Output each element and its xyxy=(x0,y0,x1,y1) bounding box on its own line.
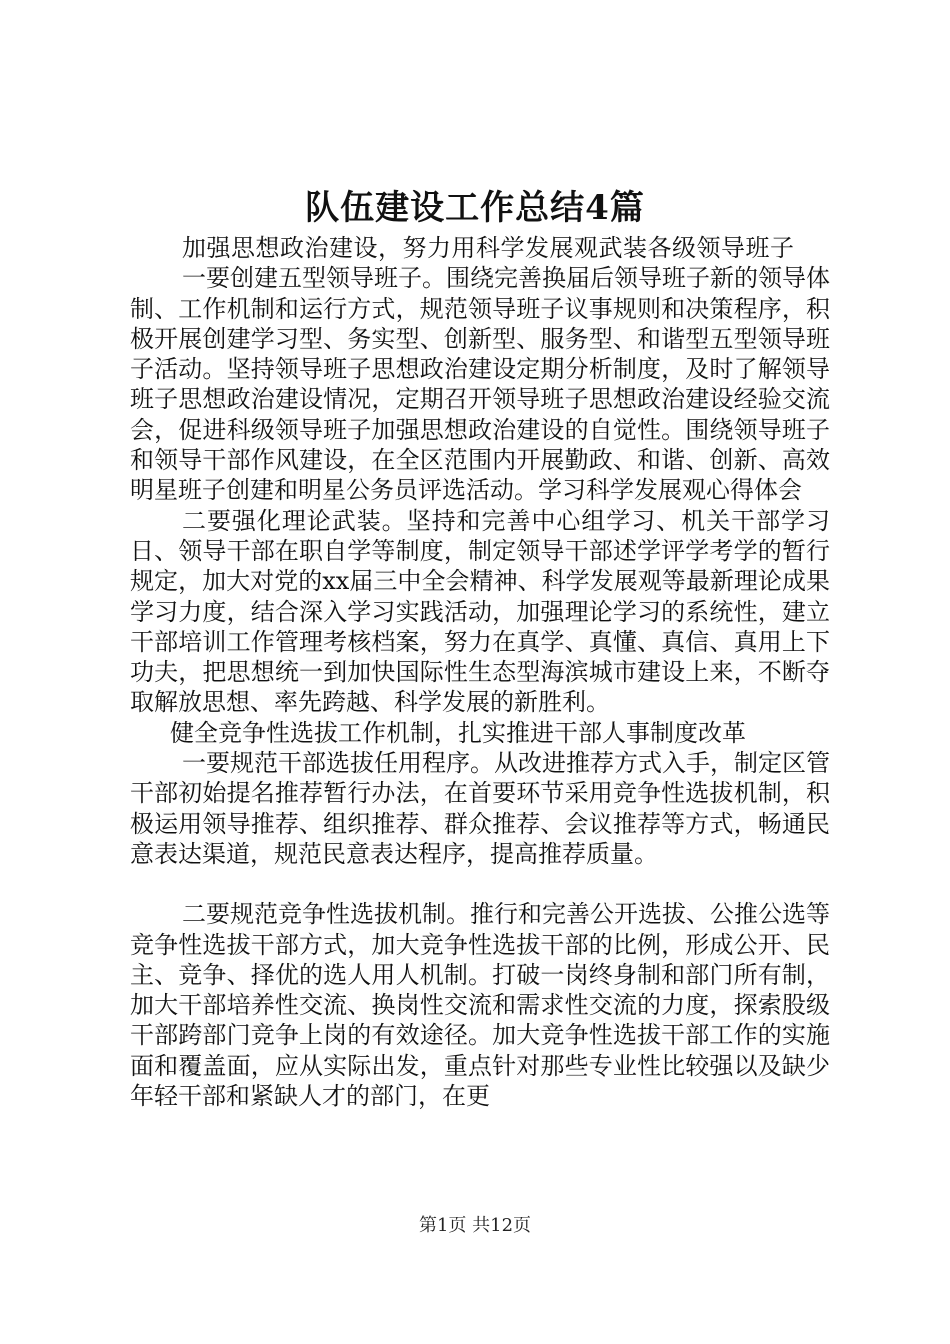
paragraph-1: 一要创建五型领导班子。围绕完善换届后领导班子新的领导体制、工作机制和运行方式，规范领导班子议事规则和决策程序，积极开展创建学习型、务实型、创新型、服务型、和谐型五型领导班子活动。坚持领导班子思想政治建设定期分析制度，及时了解领导班子思想政治建设情况，定期召开领导班子思想政治建设经验交流会，促进科级领导班子加强思想政治建设的自觉性。围绕领导班子和领导干部作风建设，在全区范围内开展勤政、和谐、创新、高效明星班子创建和明星公务员评选活动。学习科学发展观心得体会 xyxy=(130,264,830,505)
paragraph-gap xyxy=(130,869,830,899)
section-heading-2: 健全竞争性选拔工作机制，扎实推进干部人事制度改革 xyxy=(170,718,746,747)
document-body xyxy=(130,233,830,1111)
paragraph-2: 二要强化理论武装。坚持和完善中心组学习、机关干部学习日、领导干部在职自学等制度，制定领导干部述学评学考学的暂行规定，加大对党的xx届三中全会精神、科学发展观等最新理论成果学习力度，结合深入学习实践活动，加强理论学习的系统性，建立干部培训工作管理考核档案，努力在真学、真懂、真信、真用上下功夫，把思想统一到加快国际性生态型海滨城市建设上来，不断夺取解放思想、率先跨越、科学发展的新胜利。 xyxy=(130,506,830,717)
paragraph-4: 二要规范竞争性选拔机制。推行和完善公开选拔、公推公选等竞争性选拔干部方式，加大竞争性选拔干部的比例，形成公开、民主、竞争、择优的选人用人机制。打破一岗终身制和部门所有制，加大干部培养性交流、换岗性交流和需求性交流的力度，探索股级干部跨部门竞争上岗的有效途径。加大竞争性选拔干部工作的实施面和覆盖面，应从实际出发，重点针对那些专业性比较强以及缺少年轻干部和紧缺人才的部门，在更 xyxy=(130,900,830,1111)
document-title: 队伍建设工作总结4篇 xyxy=(305,188,645,228)
page-footer: 第1页 共12页 xyxy=(418,1215,532,1236)
section-heading-1: 加强思想政治建设，努力用科学发展观武装各级领导班子 xyxy=(182,234,795,262)
paragraph-3: 一要规范干部选拔任用程序。从改进推荐方式入手，制定区管干部初始提名推荐暂行办法，在首要环节采用竞争性选拔机制，积极运用领导推荐、组织推荐、群众推荐、会议推荐等方式，畅通民意表达渠道，规范民意表达程序，提高推荐质量。 xyxy=(130,749,830,868)
